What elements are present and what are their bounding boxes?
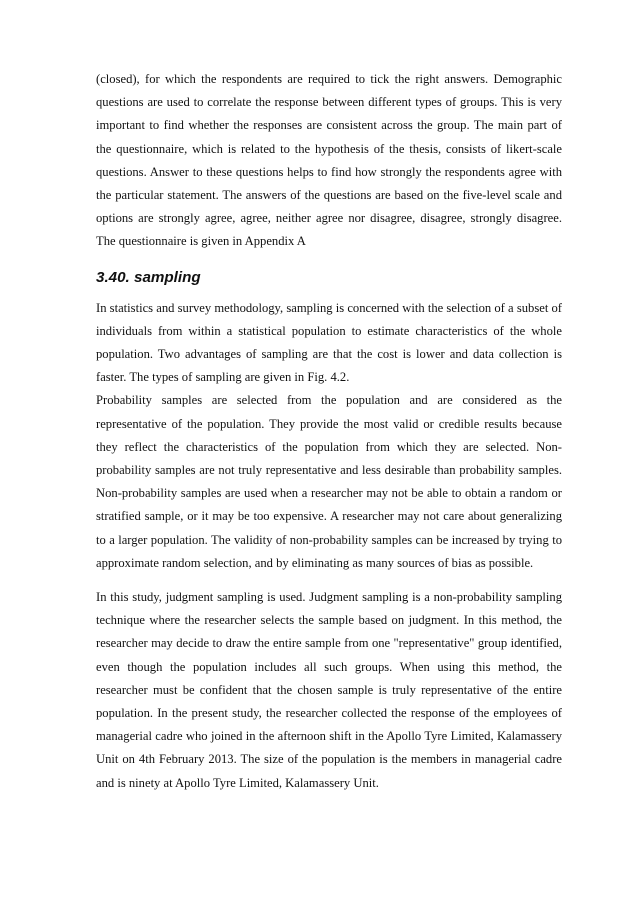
section-paragraph-2: Probability samples are selected from the population and are considered as the representative of the population. They provide the most valid or credible results because they reflect the characteristics of the population from which they are selected. Non-probability samples are not truly representative and less desirable than probability samples. Non-probability samples are used when a researcher may not be able to obtain a random or stratified sample, or it may be too expensive. A researcher may not care about generalizing to a larger population. The validity of non-probability samples can be increased by trying to approximate random selection, and by eliminating as many sources of bias as possible. xyxy=(96,393,562,570)
section-heading: 3.40. sampling xyxy=(96,268,201,286)
section-paragraph-3: In this study, judgment sampling is used. Judgment sampling is a non-probability sampling technique where the researcher selects the sample based on judgment. In this method, the researcher may decide to draw the entire sample from one "representative" group identified, even though the population includes all such groups. When using this method, the researcher must be confident that the chosen sample is truly representative of the entire population. In the present study, the researcher collected the response of the employees of managerial cadre who joined in the afternoon shift in the Apollo Tyre Limited, Kalamassery Unit on 4th February 2013. The size of the population is the members in managerial cadre and is ninety at Apollo Tyre Limited, Kalamassery Unit. xyxy=(96,590,562,790)
document-page xyxy=(96,68,562,795)
section-paragraph-1: In statistics and survey methodology, sampling is concerned with the selection of a subset of individuals from within a statistical population to estimate characteristics of the whole population. Two advantages of sampling are that the cost is lower and data collection is faster. The types of sampling are given in Fig. 4.2. xyxy=(96,300,562,385)
intro-paragraph: (closed), for which the respondents are required to tick the right answers. Demographic questions are used to correlate the response between different types of groups. This is very important to find whether the responses are consistent across the group. The main part of the questionnaire, which is related to the hypothesis of the thesis, consists of likert-scale questions. Answer to these questions helps to find how strongly the respondents agree with the particular statement. The answers of the questions are based on the five-level scale and options are strongly agree, agree, neither agree nor disagree, disagree, strongly disagree. The questionnaire is given in Appendix A xyxy=(96,72,562,249)
